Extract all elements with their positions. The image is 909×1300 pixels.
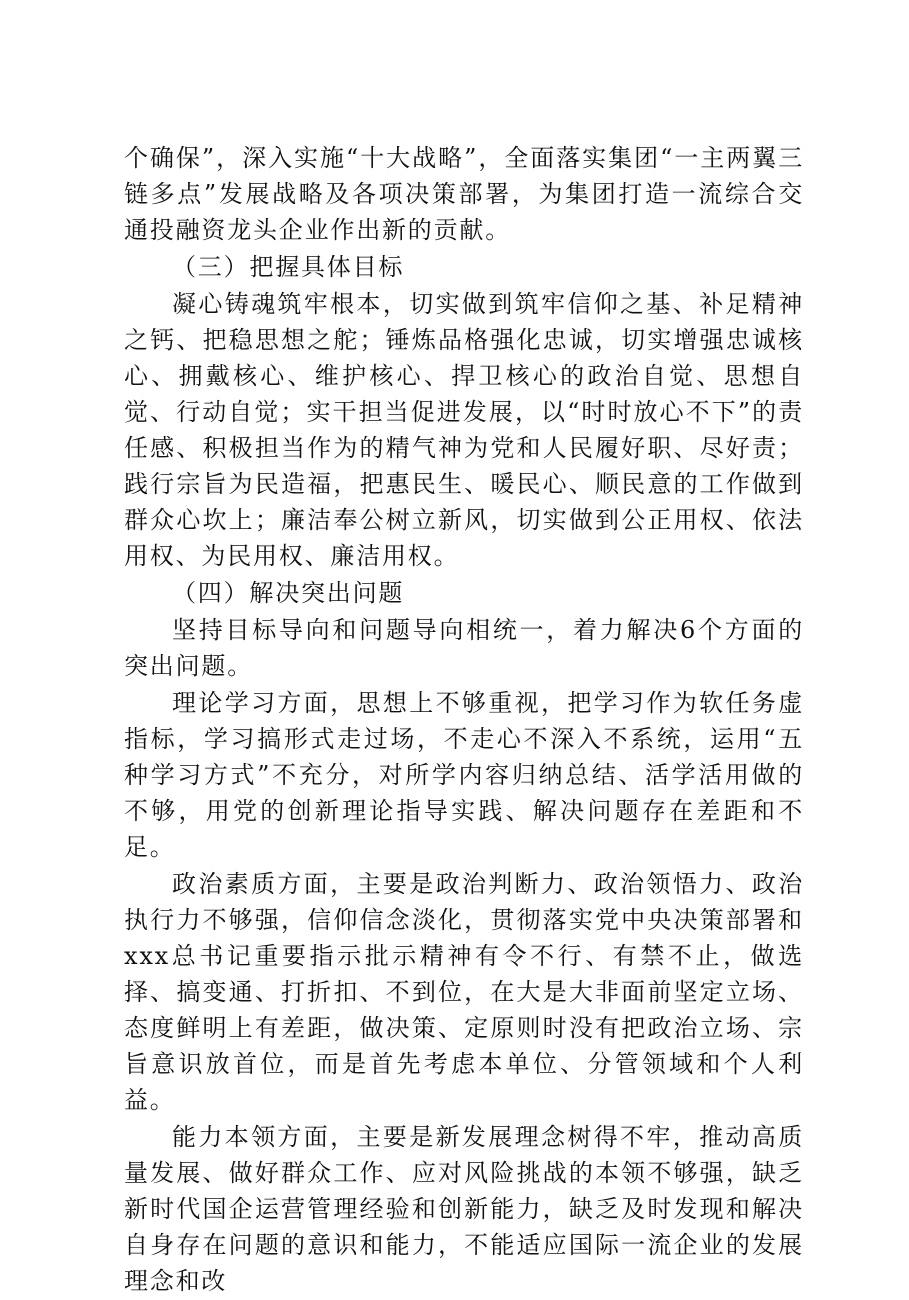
paragraph-theory-study: 理论学习方面，思想上不够重视，把学习作为软任务虚指标，学习搞形式走过场，不走心不深入不系统，运用“五种学习方式”不充分，对所学内容归纳总结、活学活用做的不够，用党的创新理论指导实践、解决问题存在差距和不足。 — [124, 689, 804, 861]
section-heading-3: （三）把握具体目标 — [172, 253, 405, 281]
paragraph-continuation: 个确保”，深入实施“十大战略”，全面落实集团“一主两翼三链多点”发展战略及各项决策部署，为集团打造一流综合交通投融资龙头企业作出新的贡献。 — [124, 144, 804, 244]
document-body — [124, 140, 804, 1300]
paragraph-ability: 能力本领方面，主要是新发展理念树得不牢，推动高质量发展、做好群众工作、应对风险挑战的本领不够强，缺乏新时代国企运营管理经验和创新能力，缺乏及时发现和解决自身存在问题的意识和能力，不能适应国际一流企业的发展理念和改 — [124, 1123, 804, 1295]
section-heading-4: （四）解决突出问题 — [172, 579, 405, 607]
paragraph-specific-goals: 凝心铸魂筑牢根本，切实做到筑牢信仰之基、补足精神之钙、把稳思想之舵；锤炼品格强化忠诚，切实增强忠诚核心、拥戴核心、维护核心、捍卫核心的政治自觉、思想自觉、行动自觉；实干担当促进发展，以“时时放心不下”的责任感、积极担当作为的精气神为党和人民履好职、尽好责；践行宗旨为民造福，把惠民生、暖民心、顺民意的工作做到群众心坎上；廉洁奉公树立新风，切实做到公正用权、依法用权、为民用权、廉洁用权。 — [124, 290, 804, 570]
paragraph-problem-intro: 坚持目标导向和问题导向相统一，着力解决6个方面的突出问题。 — [124, 616, 804, 680]
paragraph-political-quality: 政治素质方面，主要是政治判断力、政治领悟力、政治执行力不够强，信仰信念淡化，贯彻落实党中央决策部署和xxx总书记重要指示批示精神有令不行、有禁不止，做选择、搞变通、打折扣、不到位，在大是大非面前坚定立场、态度鲜明上有差距，做决策、定原则时没有把政治立场、宗旨意识放首位，而是首先考虑本单位、分管领域和个人利益。 — [124, 870, 804, 1114]
